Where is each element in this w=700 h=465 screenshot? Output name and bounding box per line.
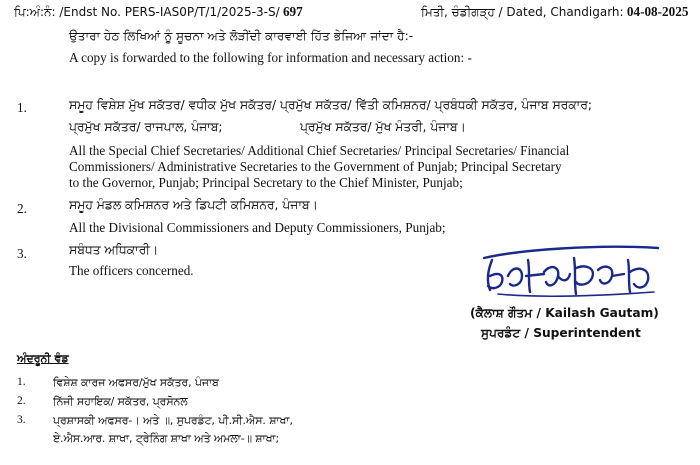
internal-item-number: 1. xyxy=(17,376,26,388)
intro-punjabi: ਉਤਾਰਾ ਹੇਠ ਲਿਖਿਆਂ ਨੂੰ ਸੂਚਨਾ ਅਤੇ ਲੋੜੀਂਦੀ ਕਾਰਵਾਈ ਹਿੱਤ ਭੇਜਿਆ ਜਾਂਦਾ ਹੈ:- xyxy=(69,29,414,43)
item-english-line: The officers concerned. xyxy=(69,263,194,278)
intro-english: A copy is forwarded to the following for information and necessary action: - xyxy=(69,50,472,65)
date-prefix: ਮਿਤੀ, ਚੰਡੀਗੜ੍ਹ / Dated, Chandigarh: xyxy=(421,5,624,19)
item-number: 1. xyxy=(17,100,27,115)
date-value: 04-08-2025 xyxy=(626,4,689,19)
item-punjabi-line: ਸਮੂਹ ਵਿਸ਼ੇਸ਼ ਮੁੱਖ ਸਕੱਤਰ/ ਵਧੀਕ ਮੁੱਖ ਸਕੱਤਰ/ ਪ੍ਰਮੁੱਖ ਸਕੱਤਰ/ ਵਿੱਤੀ ਕਮਿਸ਼ਨਰ/ ਪ੍ਰਬੰਧਕੀ ਸਕੱਤਰ, ਪੰਜਾਬ ਸਰਕਾਰ; xyxy=(69,98,592,112)
item-punjabi-line: ਪ੍ਰਮੁੱਖ ਸਕੱਤਰ/ ਮੁੱਖ ਮੰਤਰੀ, ਪੰਜਾਬ। xyxy=(300,120,466,134)
endst-number: 697 xyxy=(282,4,303,19)
endst-prefix: ਪਿ:ਅੰ:ਨੰ: /Endst No. PERS-IAS0P/T/1/2025-3-S/ xyxy=(14,5,280,19)
item-punjabi-line: ਸਬੰਧਤ ਅਧਿਕਾਰੀ। xyxy=(69,243,159,257)
internal-item-number: 2. xyxy=(17,395,26,407)
item-english-line: Commissioners/ Administrative Secretaries to the Government of Punjab; Principal Secretary xyxy=(69,159,562,174)
item-number: 3. xyxy=(17,246,27,261)
item-english-line: All the Special Chief Secretaries/ Additional Chief Secretaries/ Principal Secretaries/ Financial xyxy=(69,143,570,158)
item-english-line: to the Governor, Punjab; Principal Secretary to the Chief Minister, Punjab; xyxy=(69,175,463,190)
internal-distribution-heading: ਅੰਦਰੂਨੀ ਵੰਡ xyxy=(17,352,69,365)
internal-item-text: ਨਿੱਜੀ ਸਹਾਇਕ/ ਸਕੱਤਰ, ਪ੍ਰਸੋਨਲ xyxy=(53,395,188,408)
date-line xyxy=(421,4,688,20)
handwritten-signature xyxy=(478,236,664,300)
item-number: 2. xyxy=(17,201,27,216)
internal-item-number: 3. xyxy=(17,414,26,426)
internal-item-text: ਏ.ਐਸ.ਆਰ. ਸ਼ਾਖਾ, ਟ੍ਰੇਨਿੰਗ ਸ਼ਾਖਾ ਅਤੇ ਅਮਲਾ-॥ ਸ਼ਾਖਾ; xyxy=(53,432,280,445)
signatory-name: (ਕੈਲਾਸ਼ ਗੌਤਮ / Kailash Gautam) xyxy=(470,306,659,320)
internal-item-text: ਪ੍ਰਸ਼ਾਸਕੀ ਅਫਸਰ-। ਅਤੇ ॥, ਸੁਪਰਡੰਟ, ਪੀ.ਸੀ.ਐਸ. ਸ਼ਾਖਾ, xyxy=(53,414,293,427)
item-english-line: All the Divisional Commissioners and Deputy Commissioners, Punjab; xyxy=(69,220,446,235)
internal-item-text: ਵਿਸ਼ੇਸ਼ ਕਾਰਜ ਅਫਸਰ/ਮੁੱਖ ਸਕੱਤਰ, ਪੰਜਾਬ xyxy=(53,376,219,389)
item-punjabi-line: ਸਮੂਹ ਮੰਡਲ ਕਮਿਸ਼ਨਰ ਅਤੇ ਡਿਪਟੀ ਕਮਿਸ਼ਨਰ, ਪੰਜਾਬ। xyxy=(69,198,318,212)
item-punjabi-line: ਪ੍ਰਮੁੱਖ ਸਕੱਤਰ/ ਰਾਜਪਾਲ, ਪੰਜਾਬ; xyxy=(69,120,223,134)
signatory-title: ਸੁਪਰਡੰਟ / Superintendent xyxy=(481,326,641,340)
endst-line xyxy=(14,4,303,20)
